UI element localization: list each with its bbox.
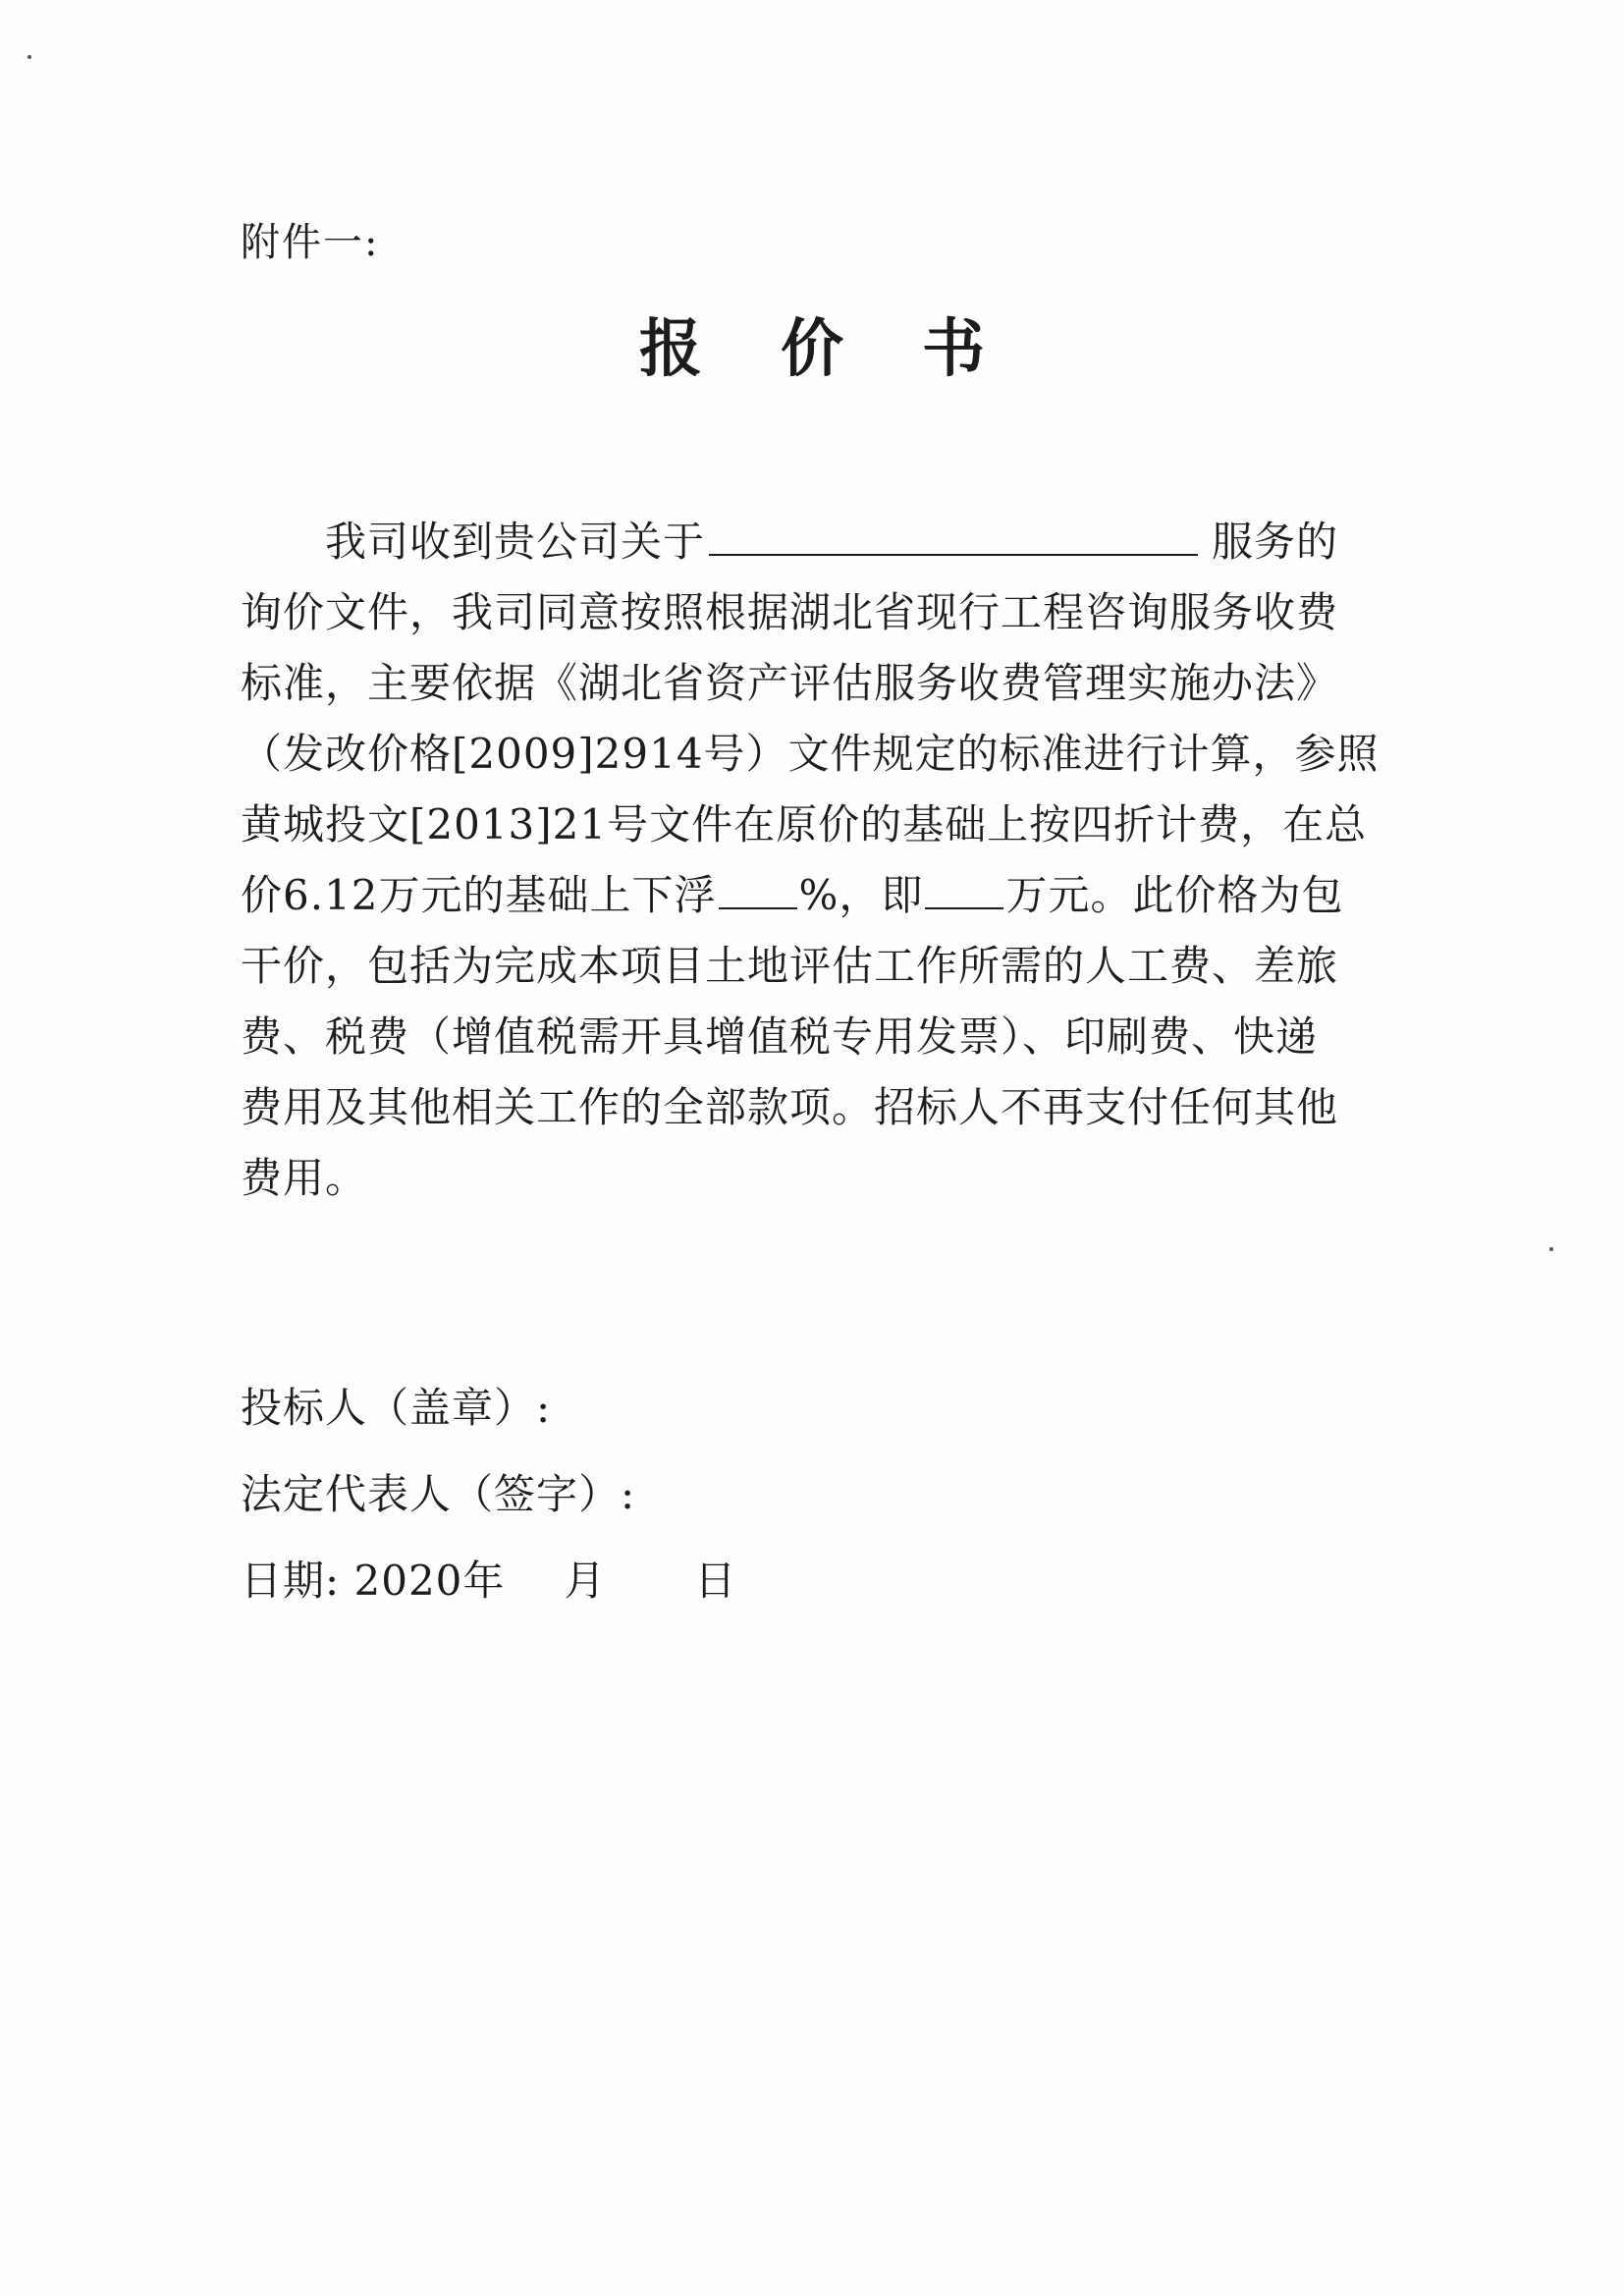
body-line-6-c: 万元。此价格为包 — [1005, 871, 1344, 919]
discount-percent-blank[interactable] — [719, 872, 797, 909]
body-line: 标准，主要依据《湖北省资产评估服务收费管理实施办法》 — [241, 659, 1339, 707]
scan-speck — [27, 55, 31, 59]
body-line: 询价文件，我司同意按照根据湖北省现行工程咨询服务收费 — [241, 588, 1339, 636]
date-day: 日 — [694, 1557, 737, 1605]
body-line-6-b: %，即 — [798, 871, 924, 919]
title-char: 报 — [639, 312, 702, 386]
body-line: 费用。 — [241, 1154, 368, 1202]
quotation-body — [241, 507, 1389, 1214]
body-line — [241, 860, 1389, 931]
scan-speck — [1549, 1247, 1553, 1251]
body-line-1-suffix: 服务的 — [1212, 518, 1339, 566]
body-line: （发改价格[2009]2914号）文件规定的标准进行计算，参照 — [241, 730, 1380, 778]
signature-block — [241, 1365, 736, 1624]
price-amount-blank[interactable] — [925, 872, 1003, 909]
title-char: 价 — [781, 312, 843, 386]
body-line: 费、税费（增值税需开具增值税专用发票）、印刷费、快递 — [241, 1012, 1319, 1061]
date-month: 月 — [564, 1557, 607, 1605]
attachment-label: 附件一: — [241, 220, 380, 265]
document-title — [0, 310, 1624, 389]
body-line: 干价，包括为完成本项目土地评估工作所需的人工费、差旅 — [241, 942, 1339, 990]
date-prefix: 日期: 2020年 — [241, 1557, 506, 1605]
body-line: 黄城投文[2013]21号文件在原价的基础上按四折计费，在总 — [241, 800, 1368, 848]
date-line — [241, 1538, 736, 1624]
body-line — [241, 507, 1389, 577]
legal-representative-label: 法定代表人（签字）: — [241, 1470, 636, 1518]
service-name-blank[interactable] — [709, 519, 1198, 556]
bidder-stamp-label: 投标人（盖章）: — [241, 1384, 552, 1432]
body-line: 费用及其他相关工作的全部款项。招标人不再支付任何其他 — [241, 1083, 1339, 1131]
body-line-6-a: 价6.12万元的基础上下浮 — [241, 871, 717, 919]
title-char: 书 — [922, 312, 985, 386]
body-line-1-prefix: 我司收到贵公司关于 — [325, 518, 706, 566]
